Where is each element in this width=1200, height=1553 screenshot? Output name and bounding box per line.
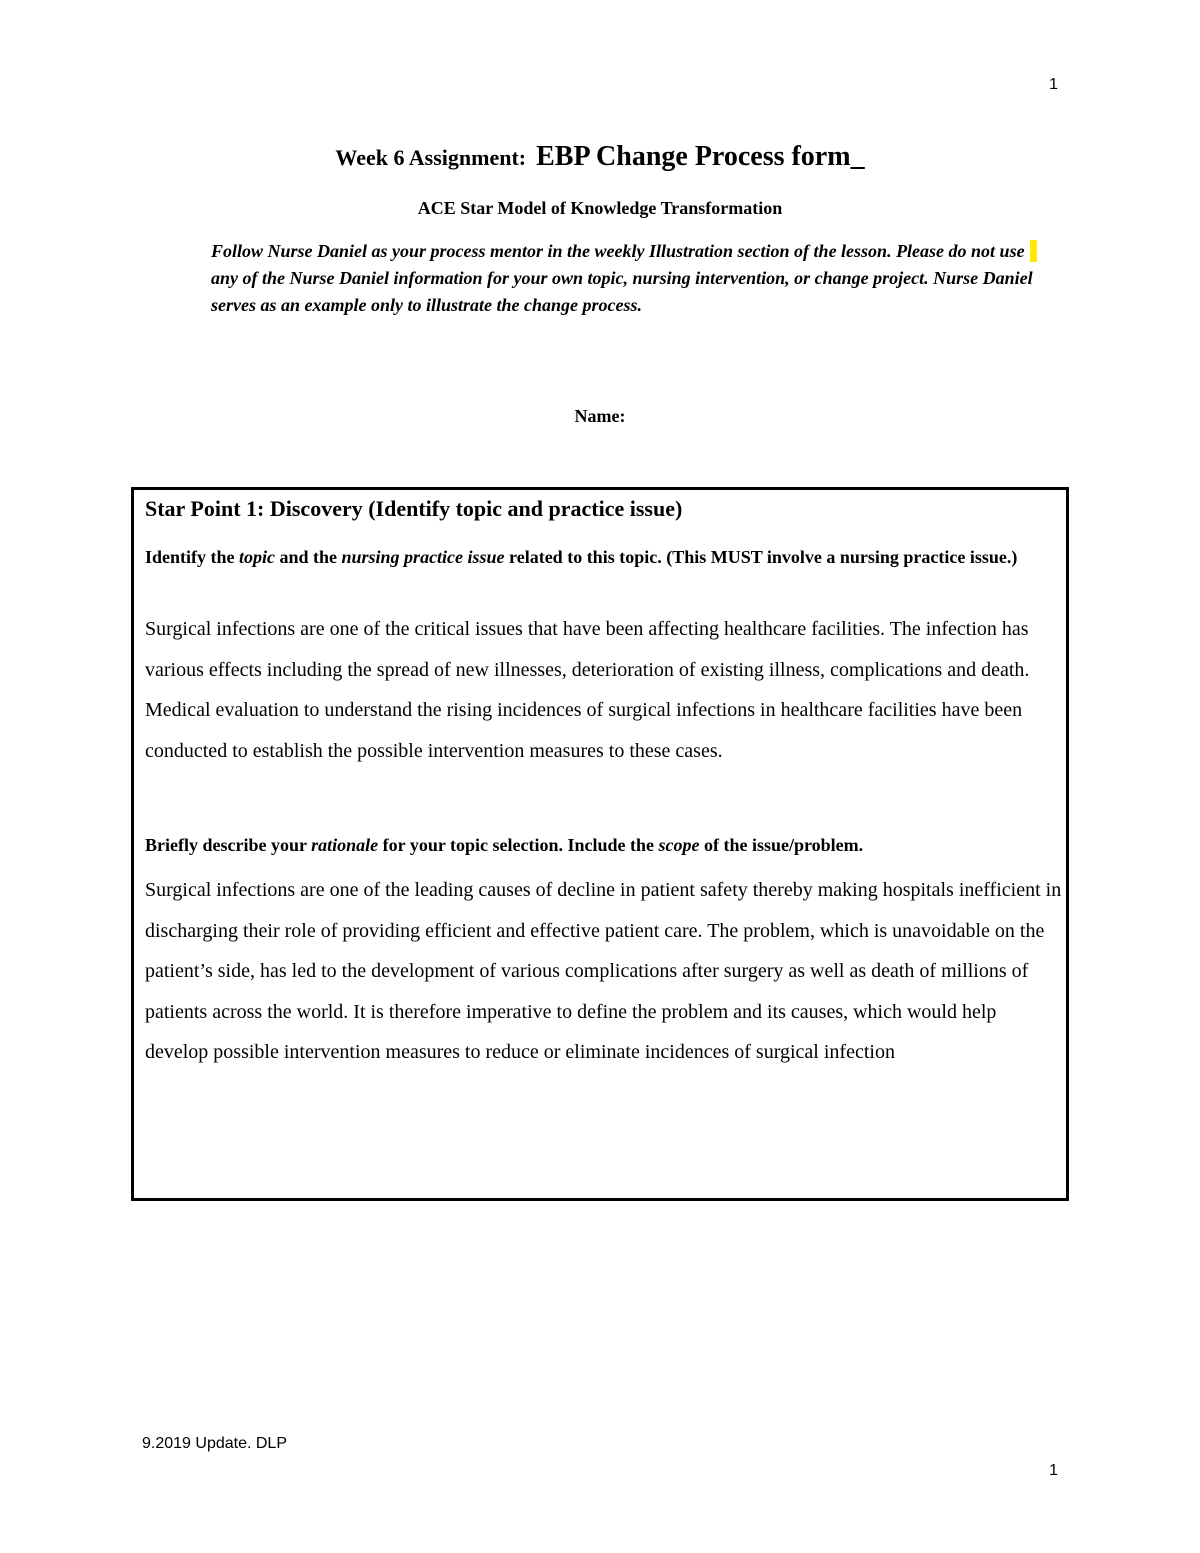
- document-subtitle: ACE Star Model of Knowledge Transformation: [417, 198, 783, 218]
- q2-em-rationale: rationale: [311, 835, 379, 855]
- q2-em-scope: scope: [658, 835, 700, 855]
- name-label: Name:: [574, 406, 626, 426]
- q1-em-topic: topic: [239, 547, 275, 567]
- star-point-box: [131, 487, 1069, 1201]
- document-title: [0, 141, 1200, 173]
- q2-part3: of the issue/problem.: [699, 835, 864, 855]
- highlight-mark: [1030, 240, 1037, 262]
- q1-part1: Identify the: [145, 547, 239, 567]
- answer-rationale: Surgical infections are one of the leading causes of decline in patient safety thereby making hospitals inefficient in discharging their role of providing efficient and effective patient care. The problem, which is unavoidable on the patient’s side, has led to the development of various complications after surgery as well as death of millions of patients across the world. It is therefore imperative to define the problem and its causes, which would help develop possible intervention measures to reduce or eliminate incidences of surgical infection: [145, 879, 1062, 1063]
- q1-part2: and the: [275, 547, 342, 567]
- answer-topic: Surgical infections are one of the critical issues that have been affecting healthcare facilities. The infection has various effects including the spread of new illnesses, deterioration of existing illness, complications and death. Medical evaluation to understand the rising incidences of surgical infections in healthcare facilities have been conducted to establish the possible intervention measures to these cases.: [145, 618, 1030, 762]
- footer-update-text: 9.2019 Update. DLP: [142, 1435, 287, 1452]
- q2-part1: Briefly describe your: [145, 835, 312, 855]
- question-rationale: [145, 832, 1055, 858]
- title-main: EBP Change Process form: [536, 141, 851, 172]
- header-page-number: 1: [1049, 76, 1058, 93]
- q1-part3: related to this topic. (This MUST involve a nursing practice issue.): [504, 547, 1018, 567]
- instructions-paragraph: [211, 238, 1036, 319]
- instructions-text: Follow Nurse Daniel as your process mentor in the weekly Illustration section of the lesson. Please do not use any of the Nurse Daniel information for your own topic, nursing intervention, or change project. Nurse Daniel serves as an example only to illustrate the change process.: [211, 241, 1033, 315]
- title-prefix: Week 6 Assignment:: [335, 145, 527, 170]
- title-suffix: _: [850, 141, 865, 172]
- star-point-heading: Star Point 1: Discovery (Identify topic and practice issue): [145, 496, 683, 521]
- footer-page-number: 1: [1049, 1462, 1058, 1479]
- question-topic: [145, 544, 1055, 570]
- q2-part2: for your topic selection. Include the: [378, 835, 659, 855]
- q1-em-issue: nursing practice issue: [341, 547, 505, 567]
